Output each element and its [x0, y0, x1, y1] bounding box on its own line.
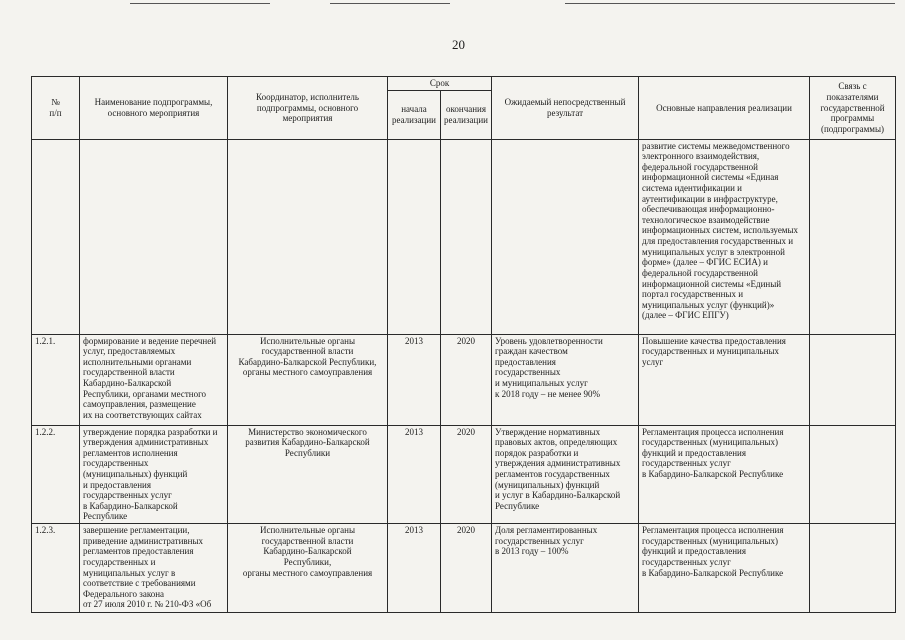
table-row [32, 139, 896, 334]
header-result: Ожидаемый непосредственный результат [492, 77, 639, 140]
cell-directions: Регламентация процесса исполнения государственных (муниципальных) функций и предоставления государственных услуг в Кабардино-Балкарской Республике [639, 425, 810, 523]
header-link: Связь с показателями государственной программы (подпрограммы) [810, 77, 896, 140]
cell-num [32, 139, 80, 334]
cell-link [810, 524, 896, 613]
cell-coordinator: Исполнительные органы государственной власти Кабардино-Балкарской Республики, органы местного самоуправления [228, 334, 388, 425]
cell-num: 1.2.3. [32, 524, 80, 613]
cell-end: 2020 [441, 524, 492, 613]
cell-result: Утверждение нормативных правовых актов, определяющих порядок разработки и утверждения административных регламентов государственных (муниципальных) функций и услуг в Кабардино-Балкарской Республике [492, 425, 639, 523]
cell-link [810, 334, 896, 425]
scan-top-rule [330, 3, 450, 4]
header-coordinator: Координатор, исполнитель подпрограммы, основного мероприятия [228, 77, 388, 140]
cell-directions: Регламентация процесса исполнения государственных (муниципальных) функций и предоставления государственных услуг в Кабардино-Балкарской Республике [639, 524, 810, 613]
cell-name: завершение регламентации, приведение административных регламентов предоставления государственных и муниципальных услуг в соответствие с требованиями Федерального закона от 27 июля 2010 г. № 210-ФЗ «Об [80, 524, 228, 613]
cell-directions: развитие системы межведомственного электронного взаимодействия, федеральной государственной информационной системы «Единая система идентификации и аутентификации в инфраструктуре, обеспечивающая информационно- технологическое взаимодействие информационных систем, используемых для предоставления государственных и муниципальных услуг в электронной форме» (далее – ФГИС ЕСИА) и федеральной государственной информационной системы «Единый портал государственных и муниципальных услуг (функций)» (далее – ФГИС ЕПГУ) [639, 139, 810, 334]
cell-result: Уровень удовлетворенности граждан качеством предоставления государственных и муниципальных услуг к 2018 году – не менее 90% [492, 334, 639, 425]
cell-end: 2020 [441, 425, 492, 523]
table-row [32, 425, 896, 523]
header-name: Наименование подпрограммы, основного мероприятия [80, 77, 228, 140]
cell-start [388, 139, 441, 334]
cell-name: утверждение порядка разработки и утверждения административных регламентов исполнения государственных (муниципальных) функций и предоставления государственных услуг в Кабардино-Балкарской Республике [80, 425, 228, 523]
cell-end [441, 139, 492, 334]
cell-coordinator: Исполнительные органы государственной власти Кабардино-Балкарской Республики, органы местного самоуправления [228, 524, 388, 613]
cell-name [80, 139, 228, 334]
header-directions: Основные направления реализации [639, 77, 810, 140]
cell-link [810, 425, 896, 523]
cell-link [810, 139, 896, 334]
table-row [32, 524, 896, 613]
cell-name: формирование и ведение перечней услуг, предоставляемых исполнительными органами государственной власти Кабардино-Балкарской Республики, органами местного самоуправления, размещение их на соответствующих сайтах [80, 334, 228, 425]
cell-start: 2013 [388, 524, 441, 613]
cell-result [492, 139, 639, 334]
header-start: начала реализации [388, 90, 441, 139]
header-num: № п/п [32, 77, 80, 140]
scan-top-rule [130, 3, 270, 4]
header-term: Срок [388, 77, 492, 91]
cell-result: Доля регламентированных государственных услуг в 2013 году – 100% [492, 524, 639, 613]
cell-num: 1.2.2. [32, 425, 80, 523]
cell-start: 2013 [388, 425, 441, 523]
cell-num: 1.2.1. [32, 334, 80, 425]
table-row [32, 334, 896, 425]
page-number: 20 [452, 37, 465, 52]
header-end: окончания реализации [441, 90, 492, 139]
cell-coordinator [228, 139, 388, 334]
cell-start: 2013 [388, 334, 441, 425]
program-table [31, 76, 896, 613]
cell-end: 2020 [441, 334, 492, 425]
scan-top-rule [565, 3, 895, 4]
cell-coordinator: Министерство экономического развития Кабардино-Балкарской Республики [228, 425, 388, 523]
cell-directions: Повышение качества предоставления государственных и муниципальных услуг [639, 334, 810, 425]
header-row [32, 77, 896, 91]
